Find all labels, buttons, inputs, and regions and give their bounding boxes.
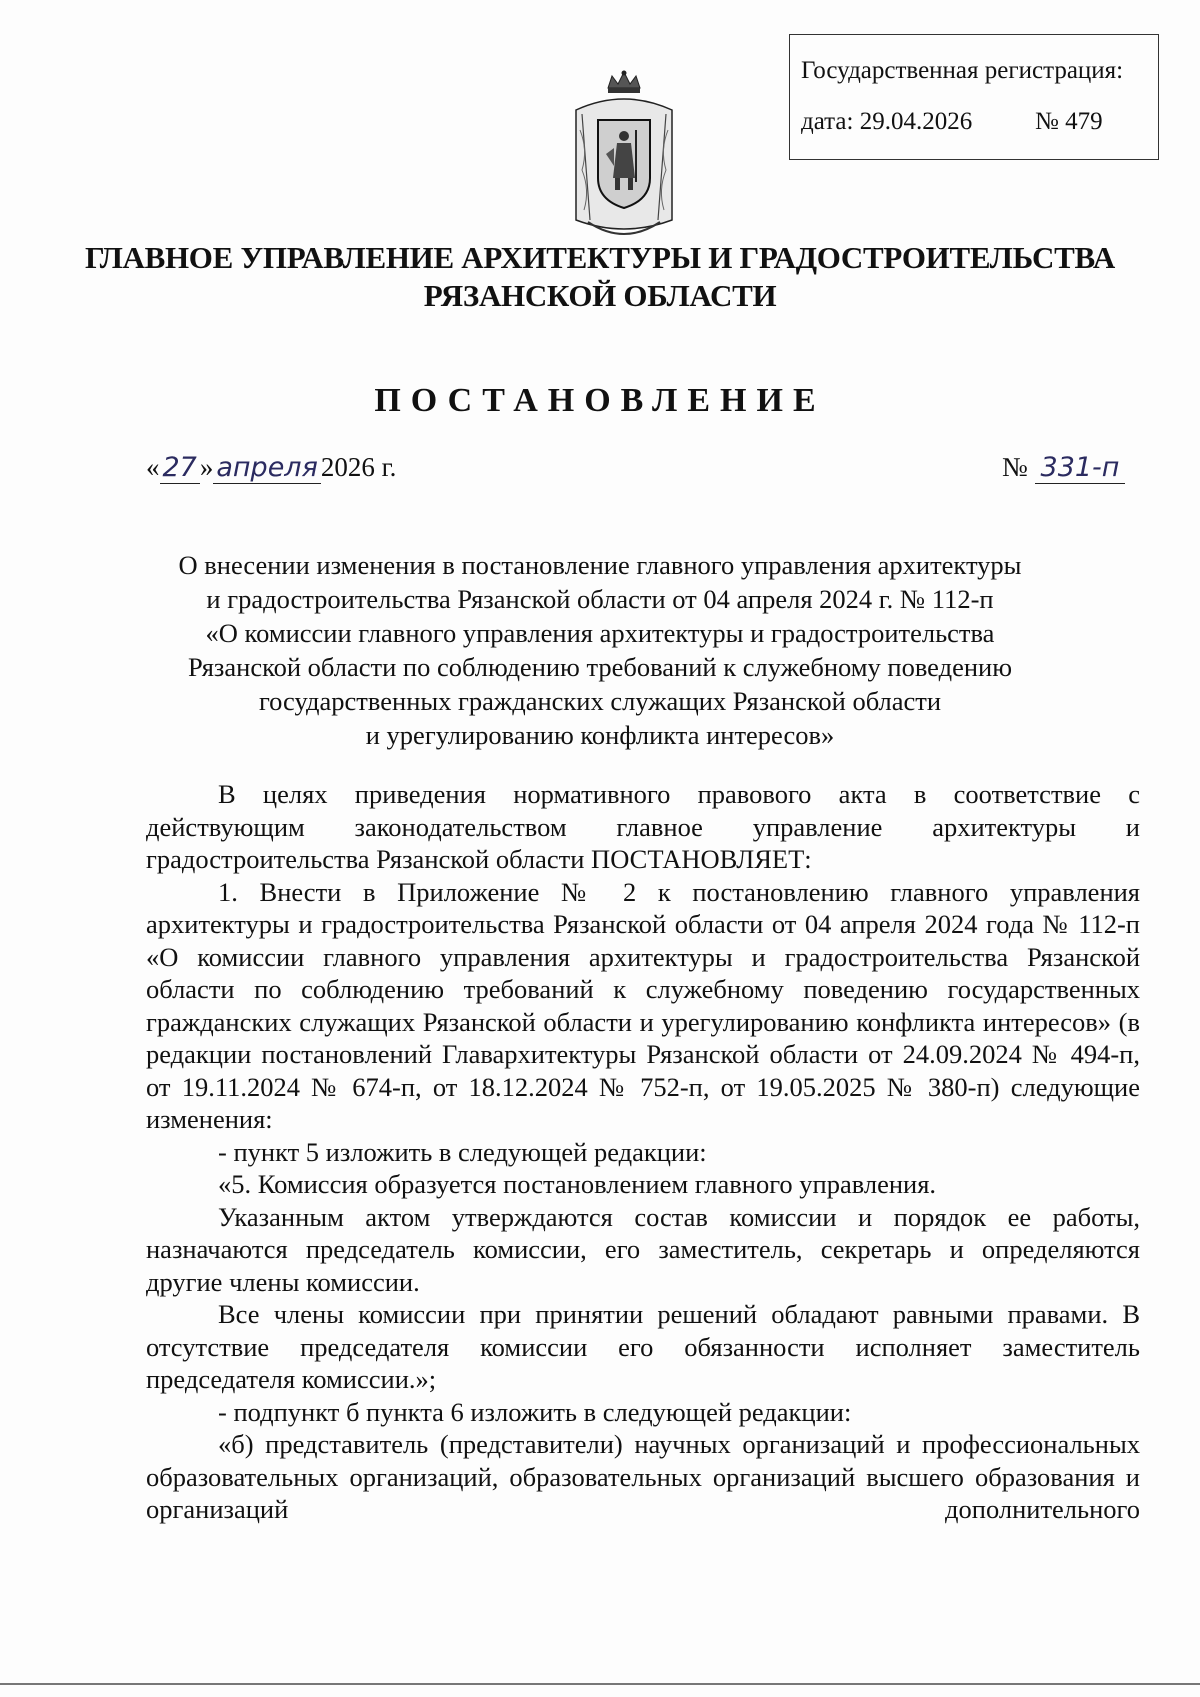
document-type: ПОСТАНОВЛЕНИЕ [374,382,826,419]
scan-edge-line [0,1683,1200,1685]
body-paragraph: «5. Комиссия образуется постановлением главного управления. [218,1169,937,1199]
body-paragraph: - подпункт б пункта 6 изложить в следующей редакции: [218,1396,852,1427]
body-paragraph: 1. Внести в Приложение № 2 к постановлению главного управления архитектуры и градостроительства Рязанской области от 04 апреля 2024 года № 112-п «О комиссии главного управления архитектуры и градостроительства Рязанской области по соблюдению требований к служебному поведению государственных гражданских служащих Рязанской области и урегулированию конфликта интересов» (в редакции постановлений Главархитектуры Рязанской области от 24.09.2024 № 494-п, от 19.11.2024 № 674-п, от 18.12.2024 № 752-п, от 19.05.2025 № 380-п) следующие изменения: [146,876,1140,1134]
date-close-quote: » [199,452,214,482]
document-subject [0,548,1200,752]
registration-date: дата: 29.04.2026 [801,108,973,135]
registration-stamp [789,34,1159,160]
agency-name-line1: ГЛАВНОЕ УПРАВЛЕНИЕ АРХИТЕКТУРЫ И ГРАДОСТРОИТЕЛЬСТВА [84,240,1115,275]
registration-title: Государственная регистрация: [801,57,1124,84]
subject-line: Рязанской области по соблюдению требований к служебному поведению [188,652,1012,682]
body-paragraph: Указанным актом утверждаются состав комиссии и порядок ее работы, назначаются председатель комиссии, его заместитель, секретарь и определяются другие члены комиссии. [146,1201,1140,1297]
subject-line: О внесении изменения в постановление главного управления архитектуры [178,550,1022,580]
document-number [1002,452,1125,483]
ryazan-coat-of-arms-icon [568,70,680,240]
agency-name-line2: РЯЗАНСКОЙ ОБЛАСТИ [423,278,777,313]
number-prefix: № [1002,452,1028,482]
subject-line: «О комиссии главного управления архитектуры и градостроительства [205,618,995,648]
subject-line: и градостроительства Рязанской области от 04 апреля 2024 г. № 112-п [206,584,994,614]
body-paragraph: В целях приведения нормативного правового акта в соответствие с действующим законодательством главное управление архитектуры и градостроительства Рязанской области ПОСТАНОВЛЯЕТ: [146,779,1140,874]
document-body [146,778,1140,1526]
subject-line: и урегулированию конфликта интересов» [365,720,835,750]
date-year: 2026 г. [320,452,397,482]
date-month-handwritten: апреля [213,452,320,484]
subject-line: государственных гражданских служащих Рязанской области [258,686,942,716]
body-paragraph: - пункт 5 изложить в следующей редакции: [218,1136,707,1167]
document-date [146,452,396,483]
date-open-quote: « [146,452,160,482]
number-value-handwritten: 331-п [1035,452,1126,484]
date-day-handwritten: 27 [160,452,200,484]
registration-number: № 479 [1035,108,1103,135]
body-paragraph: «б) представитель (представители) научных организаций и профессиональных образовательных организаций, образовательных организаций высшего образования и организаций дополнительного [146,1429,1140,1524]
body-paragraph: Все члены комиссии при принятии решений обладают равными правами. В отсутствие председателя комиссии его обязанности исполняет заместитель председателя комиссии.»; [146,1299,1140,1394]
